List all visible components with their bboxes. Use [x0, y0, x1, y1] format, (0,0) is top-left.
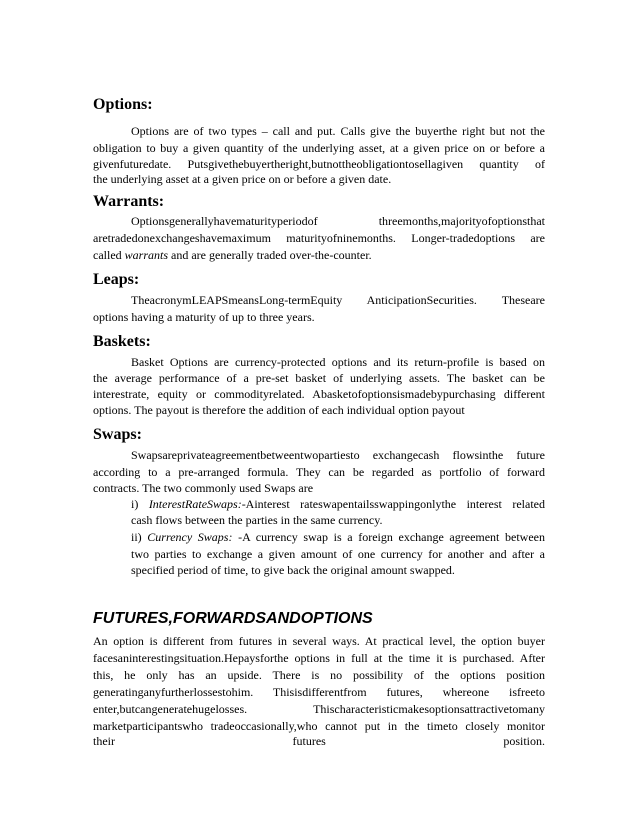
baskets-line-1: Basket Options are currency-protected options and its return-profile is based on [131, 355, 545, 369]
swaps-line-3: contracts. The two commonly used Swaps are [93, 481, 314, 495]
interest-rate-swaps-text: -Ainterest rateswapentailsswappingonlythe interest related [241, 497, 545, 511]
warrants-line-3 [93, 248, 545, 263]
currency-swaps-marker: ii) [131, 530, 148, 544]
warrants-line-3-end: and are generally traded over-the-counter. [168, 248, 372, 262]
interest-rate-swaps-line-2: cash flows between the parties in the same currency. [131, 513, 383, 527]
options-heading: Options: [93, 96, 153, 113]
currency-swaps-line-2: two parties to exchange a given amount of one currency for another and after a [131, 547, 545, 561]
interest-rate-swaps-term: InterestRateSwaps: [148, 497, 242, 511]
currency-swaps-line-1 [131, 530, 545, 545]
leaps-line-1: TheacronymLEAPSmeansLong-termEquity AnticipationSecurities. Theseare [131, 293, 545, 307]
baskets-heading: Baskets: [93, 333, 151, 350]
currency-swaps-text: -A currency swap is a foreign exchange agreement between [232, 530, 545, 544]
swaps-line-2: according to a pre-arranged formula. They can be regarded as portfolio of forward [93, 465, 545, 479]
warrants-line-2: aretradedonexchangeshavemaximum maturityofninemonths. Longer-tradedoptions are [93, 231, 545, 245]
warrants-heading: Warrants: [93, 193, 165, 210]
futures-line-7: their futures position. [93, 734, 545, 748]
futures-line-4: generatinganyfurtherlossestohim. Thisisdifferentfrom futures, whereone isfreeto [93, 685, 545, 699]
futures-line-6: marketparticipantswho tradeoccasionally,who cannot put in the timeto closely monitor [93, 719, 545, 733]
futures-line-3: this, he only has an upside. There is no possibility of the options position [93, 668, 545, 682]
interest-rate-swaps-marker: i) [131, 497, 149, 511]
leaps-line-2: options having a maturity of up to three years. [93, 310, 315, 324]
options-line-1: Options are of two types – call and put. Calls give the buyerthe right but not the [131, 124, 545, 138]
futures-line-1: An option is different from futures in several ways. At practical level, the option buyer [93, 634, 545, 648]
baskets-line-2: the average performance of a pre-set basket of underlying assets. The basket can be [93, 371, 545, 385]
warrants-term: warrants [124, 248, 169, 262]
leaps-heading: Leaps: [93, 271, 140, 288]
baskets-line-4: options. The payout is therefore the addition of each individual option payout [93, 403, 465, 417]
futures-heading: FUTURES,FORWARDSANDOPTIONS [93, 610, 373, 627]
baskets-line-3: interestrate, equity or commodityrelated. Abasketofoptionsismadebypurchasing different [93, 387, 545, 401]
interest-rate-swaps-line-1 [131, 497, 545, 512]
warrants-line-1: Optionsgenerallyhavematurityperiodof threemonths,majorityofoptionsthat [131, 214, 545, 228]
swaps-heading: Swaps: [93, 426, 142, 443]
options-line-4: the underlying asset at a given price on or before a given date. [93, 172, 392, 186]
warrants-line-3-start: called [93, 248, 125, 262]
futures-line-5: enter,butcangeneratehugelosses. Thischaracteristicmakesoptionsattractivetomany [93, 702, 545, 716]
futures-line-2: facesaninterestingsituation.Hepaysforthe options in full at the time it is purchased. After [93, 651, 545, 665]
options-line-3: givenfuturedate. Putsgivethebuyertheright,butnottheobligationtosellagiven quantity of [93, 157, 545, 171]
options-line-2: obligation to buy a given quantity of the underlying asset, at a given price on or before a [93, 141, 545, 155]
currency-swaps-line-3: specified period of time, to give back the original amount swapped. [131, 563, 455, 577]
swaps-line-1: Swapsareprivateagreementbetweentwopartiesto exchangecash flowsinthe future [131, 448, 545, 462]
currency-swaps-term: Currency Swaps: [147, 530, 233, 544]
